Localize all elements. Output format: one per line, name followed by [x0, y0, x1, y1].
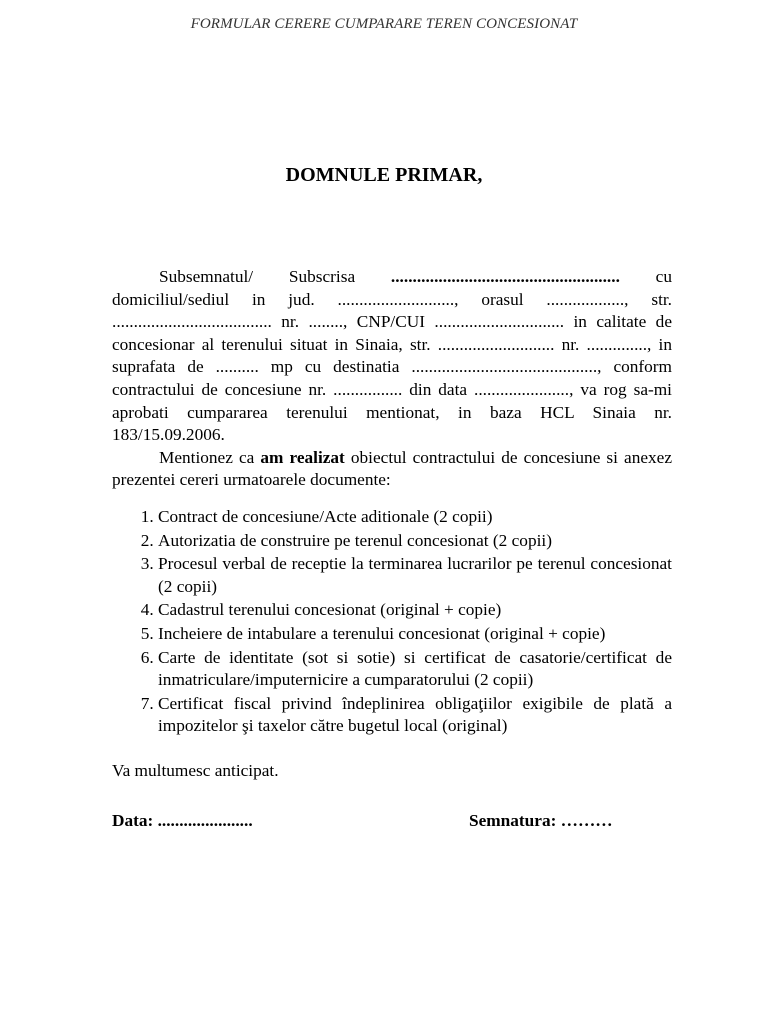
letter-body	[112, 266, 672, 834]
statement-paragraph	[112, 447, 672, 492]
statement-intro-text: Mentionez ca	[159, 447, 261, 467]
salutation-title: DOMNULE PRIMAR,	[285, 164, 483, 186]
signature-field: Semnatura: ………	[469, 811, 613, 831]
list-item: 5. Incheiere de intabulare a terenului concesionat (original + copie)	[158, 623, 672, 646]
list-item: 2. Autorizatia de construire pe terenul concesionat (2 copii)	[158, 530, 672, 553]
list-item: 4. Cadastrul terenului concesionat (original + copie)	[158, 599, 672, 622]
statement-rest-text: obiectul contractului de concesiune si anexez prezentei cereri urmatoarele documente:	[112, 447, 672, 490]
list-item: 7. Certificat fiscal privind îndeplinirea obligaţiilor exigibile de plată a impozitelor şi taxelor către bugetul local (original)	[158, 693, 672, 738]
request-paragraph	[112, 266, 672, 447]
statement-emphasis: am realizat	[260, 447, 345, 467]
applicant-intro-text: Subsemnatul/ Subscrisa	[159, 267, 391, 286]
form-header-title: FORMULAR CERERE CUMPARARE TEREN CONCESIONAT	[190, 16, 578, 32]
list-item: 1. Contract de concesiune/Acte aditionale (2 copii)	[158, 506, 672, 529]
documents-list	[112, 506, 672, 738]
applicant-name-blank: .....................................................	[390, 267, 620, 286]
closing-text: Va multumesc anticipat.	[112, 760, 279, 780]
list-item: 3. Procesul verbal de receptie la terminarea lucrarilor pe terenul concesionat (2 copii)	[158, 553, 672, 598]
date-field: Data: ......................	[112, 811, 253, 831]
list-item: 6. Carte de identitate (sot si sotie) si certificat de casatorie/certificat de inmatriculare/imputernicire a cumparatorului (2 copii)	[158, 647, 672, 692]
signature-row	[112, 810, 672, 834]
request-details-text: cu domiciliul/sediul in jud. ..........................., orasul .................., str. ..................................... nr. ........, CNP/CUI .............................. in calitate de concesionar al terenului situat in Sinaia, str. ........................... nr. .............., in suprafata de .......... mp cu destinatia ..........................................., conform contractului de concesiune nr. ................ din data ......................, va rog sa-mi aprobati cumpararea terenului mentionat, in baza HCL Sinaia nr. 183/15.09.2006.	[112, 267, 672, 445]
